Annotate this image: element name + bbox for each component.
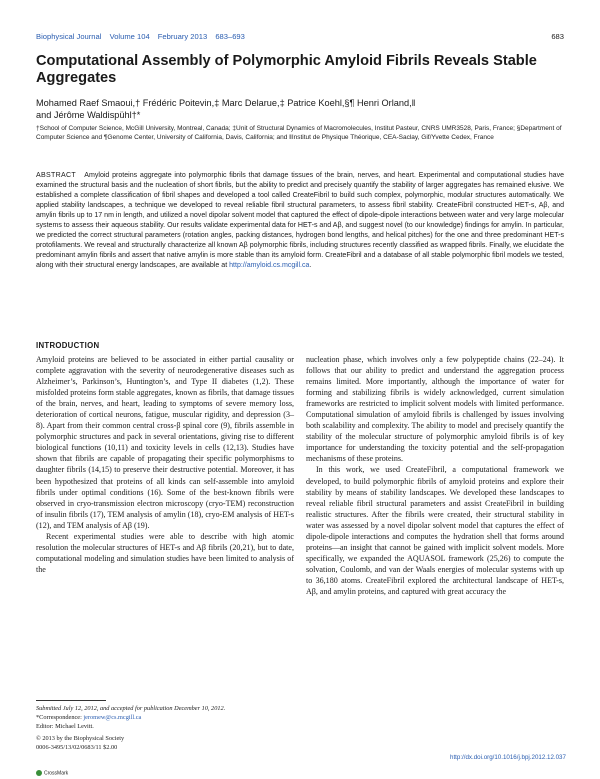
intro-paragraph-1: Amyloid proteins are believed to be associated in either partial causality or complete aggravation with the severity of neurodegenerative diseases such as Alzheimer’s, Parkinson’s, Huntington’s, and Type II diabetes (1,2). These misfolded proteins form stable aggregates, known as fibrils, that damage tissues of the brain, nerves, and heart, leading to symptoms of severe memory loss, deterioration of cortical neurons, fatigue, muscular rigidity, and depression (3–8). Apart from their common central cross-β spinal core (9), fibrils assemble in polymorphic structures and pack in several orientations, giving rise to different biological functions (10,11) and toxicity levels in cells (12,13). Studies have shown that fibrils are capable of propagating their specific polymorphisms to daughter fibrils (14,15) to preserve their destructive potential. Moreover, it has been hypothesized that proteins of all kinds can self-assemble into amyloid fibrils under optimal conditions (16). Some of the best-known fibrils were observed in cryo-transmission electron microscopy (cryo-TEM) reconstruction of insulin fibrils (17), TEM analysis of amylin (18), cryo-EM analysis of HET-s (12), and TEM analysis of Aβ (19). [36,355,294,530]
crossmark-label: CrossMark [44,770,69,777]
intro-paragraph-2: Recent experimental studies were able to describe with high atomic resolution the molecular structures of HET-s and Aβ fibrils (20,21), but to date, computational modeling and simulation studies have been limited to analysis of the [36,531,294,574]
section-heading-introduction: INTRODUCTION [36,341,100,350]
correspondence-label: *Correspondence: [36,714,82,721]
submission-dates: Submitted July 12, 2012, and accepted for publication December 10, 2012. [36,705,226,712]
intro-paragraph-4: In this work, we used CreateFibril, a computational framework we developed, to build polymorphic fibrils of amyloid proteins and explore their stability by means of stability landscapes. We developed these landscapes to reveal reliable fibril structural parameters and assist CreateFibril in building realistic structures. After the fibrils were created, their structural stability in water was assessed by a novel dipolar solvent model that captures the effect of dipole-dipole interactions and computes the hydration shell that forms around proteins—an insight that cannot be gained with implicit solvent models. More specifically, we expanded the AQUASOL framework (25,26) to compute the solvation, Coulomb, and van der Waals energies of molecular systems with up to 36,180 atoms. CreateFibril explored the architectural landscape of HET-s, Aβ, and amylin proteins, and captured with great accuracy the [306,465,564,596]
issn-line: 0006-3495/13/02/0683/11 $2.00 [36,744,118,751]
crossmark-badge[interactable] [36,770,76,777]
running-header [36,32,564,46]
left-column [36,354,294,575]
abstract-label: ABSTRACT [36,172,76,179]
right-column [306,354,564,597]
copyright-line: © 2013 by the Biophysical Society [36,735,125,742]
abstract [36,171,564,271]
journal-date: February 2013 [157,32,208,41]
doi-link[interactable]: http://dx.doi.org/10.1016/j.bpj.2012.12.037 [450,754,566,761]
correspondence-email[interactable]: jeromew@cs.mcgill.ca [83,714,142,721]
author-list [36,97,564,121]
crossmark-icon [36,770,42,776]
abstract-end: . [309,261,312,269]
article-title: Computational Assembly of Polymorphic Amyloid Fibrils Reveals Stable Aggregates [36,53,537,86]
page-number: 683 [551,32,564,41]
journal-pages: 683–693 [215,32,245,41]
journal-volume: Volume 104 [109,32,150,41]
footnotes [36,700,294,752]
authors-line-1: Mohamed Raef Smaoui,† Frédéric Poitevin,‡ Marc Delarue,‡ Patrice Koehl,§¶ Henri Orland,‖ [36,98,416,108]
journal-name[interactable]: Biophysical Journal [36,32,102,41]
affiliations: †School of Computer Science, McGill University, Montreal, Canada; ‡Unit of Structural Dynamics of Macromolecules, Institut Pasteur, CNRS UMR3528, Paris, France; §Department of Computer Science and ¶Genome Center, University of California, Davis, California; and ‖Institut de Physique Théorique, CEA-Saclay, Gif/Yvette Cedex, France [36,125,562,141]
correspondence [36,713,294,722]
editor-note: Editor: Michael Levitt. [36,723,94,730]
intro-paragraph-3: nucleation phase, which involves only a few polypeptide chains (22–24). It follows that our ability to predict and understand the aggregation process remains limited. More importantly, although the importance of water for forming and stabilizing fibrils is widely acknowledged, current simulation frameworks are restricted to implicit solvent models with limited performance. Computational simulation of amyloid fibrils is challenged by issues involving both scalability and complexity. The ability to model and precisely quantify the stability of the molecular structure of polymorphic amyloid fibrils is of key importance for understanding the toxicity potential and the self-propagation mechanisms of these proteins. [306,355,564,464]
footnote-rule [36,700,106,701]
abstract-link[interactable]: http://amyloid.cs.mcgill.ca [229,261,310,269]
authors-line-2: and Jérôme Waldispühl†* [36,110,141,120]
abstract-text: Amyloid proteins aggregate into polymorphic fibrils that damage tissues of the brain, nerves, and heart. Experimental and computational studies have examined the structural basis and the nucleation of short fibrils, but the ability to predict and precisely quantify the stability of larger aggregates has remained elusive. We established a complete classification of fibril shapes and developed a tool called CreateFibril to build such complex, polymorphic, modular structures automatically. We applied stability landscapes, a technique we developed to reveal reliable fibril structural parameters, to assess fibril stability. CreateFibril constructed HET-s, Aβ, and amylin fibrils up to 17 nm in length, and utilized a novel dipolar solvent model that captured the effect of dipole-dipole interactions between water and very large molecular systems to assess their aqueous stability. Our results validate experimental data for HET-s and Aβ, and suggest novel (to our knowledge) findings for amylin. In particular, we predicted the correct structural parameters (rotation angles, packing distances, hydrogen bond lengths, and helical pitches) for the one and three predominant HET-s protofilaments. We reveal and structurally characterize all known Aβ polymorphic fibrils, including structures recently classified as wrapped fibrils. Finally, we elucidate the predominant amylin fibrils and assert that native amylin is more stable than its amyloid form. CreateFibril and a database of all stable polymorphic fibril models we tested, along with their structural energy landscapes, are available at [36,172,565,269]
